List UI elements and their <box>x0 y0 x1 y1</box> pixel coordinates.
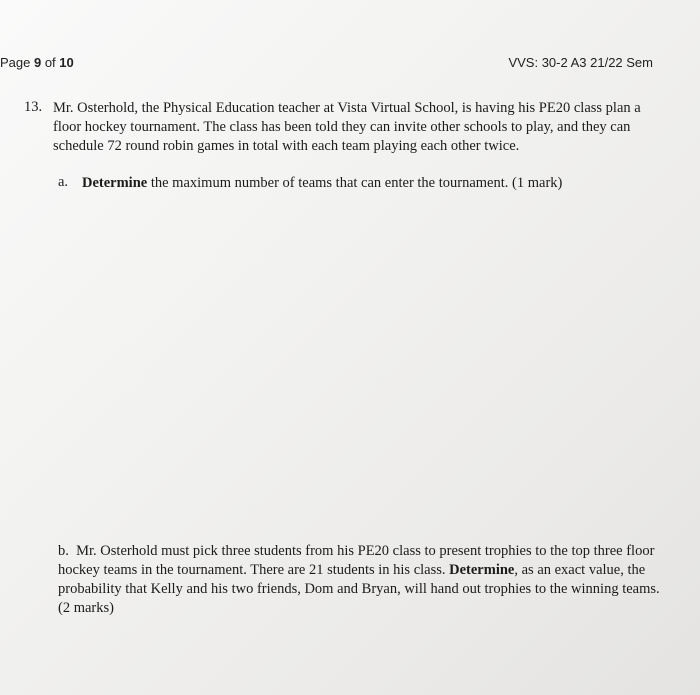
part-b-text-before: Mr. Osterhold must pick three students from his PE20 class to present trophies to the top three floor hockey teams in the tournament. There are 21 students in his class. <box>58 543 659 578</box>
page-of: of <box>41 55 60 70</box>
page-prefix: Page <box>0 55 34 70</box>
page-indicator <box>0 55 74 70</box>
part-a-letter: a. <box>58 174 69 190</box>
part-a-keyword: Determine <box>82 175 148 191</box>
part-b-text-after: , as an exact value, the probability that Kelly and his two friends, Dom and Bryan, will hand out trophies to the winning teams. (2 marks) <box>58 562 660 616</box>
part-b-keyword: Determine <box>449 562 515 578</box>
part-a-text: the maximum number of teams that can enter the tournament. (1 mark) <box>147 175 563 191</box>
part-a-prompt <box>82 174 662 193</box>
course-code: VVS: 30-2 A3 21/22 Sem <box>508 55 653 70</box>
question-number: 13. <box>24 99 43 115</box>
page-current: 9 <box>33 55 42 70</box>
page-total: 10 <box>59 55 74 70</box>
part-b-letter: b. <box>58 543 69 559</box>
question-text: Mr. Osterhold, the Physical Education teacher at Vista Virtual School, is having his PE20 class plan a floor hockey tournament. The class has been told they can invite other schools to play, and they can schedule 72 round robin games in total with each team playing each other twice. <box>53 100 641 154</box>
part-b-prompt <box>58 542 663 618</box>
